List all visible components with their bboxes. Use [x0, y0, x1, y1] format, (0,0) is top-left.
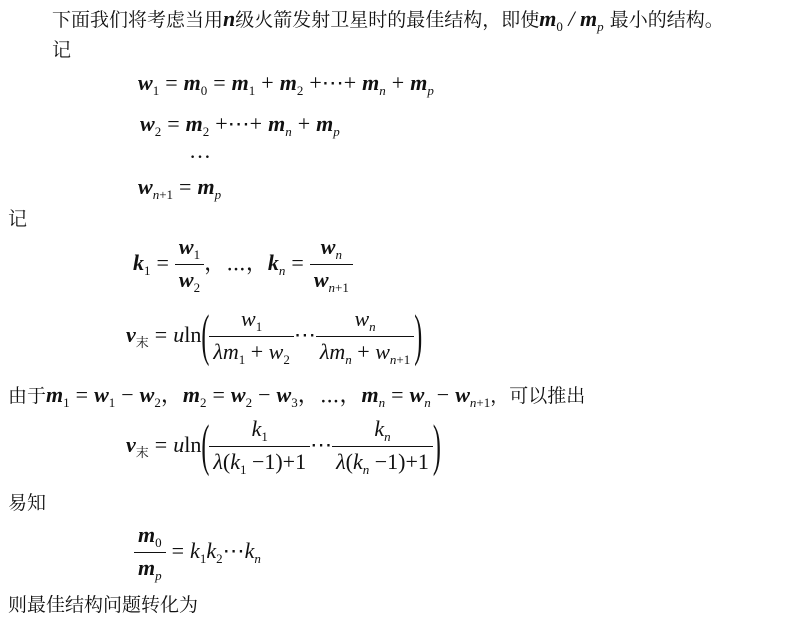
m0-over-mp: $m_0 / m_p$	[539, 6, 604, 34]
intro-text-b: 级火箭发射卫星时的最佳结构，即使	[235, 9, 540, 31]
intro-text-a: 下面我们将考虑当用	[52, 9, 224, 31]
ji-label-2: 记	[8, 208, 28, 230]
eq-wn1: $w_{n+1} = m_p$	[138, 174, 222, 202]
eq-since: 由于$m_1 = w_1 - w_2$，$m_2 = w_2 - w_3$，⋯，$m_n = w_n - w_{n+1}$，可以推出	[8, 382, 586, 410]
eq-w2: $w_2 = m_2$ +⋯+ $m_n + m_p$	[140, 111, 340, 139]
eq-k-defs: $k_1$ = $\frac{w_1}{w_2}$ ，⋯，$k_n$ = $\frac{w_n}{w_{n+1}}$	[133, 236, 353, 294]
intro-line	[52, 8, 724, 33]
intro-text-c: 最小的结构。	[609, 9, 724, 31]
last-line: 则最佳结构问题转化为	[8, 594, 199, 616]
ji-label: 记	[52, 39, 72, 61]
yizhi-label: 易知	[8, 492, 47, 514]
eq-v2: $v_末 = uln$( $\frac{k_1}{\lambda(k_1 -1)+1}$ ⋯ $\frac{k_n}{\lambda(k_n -1)+1}$ )	[126, 415, 441, 479]
eq-product: $\frac{m_0}{m_p}$ = $k_1k_2\cdots k_n$	[134, 524, 261, 582]
eq-w1: $w_1 = m_0 = m_1 + m_2$ +⋯+ $m_n + m_p$	[138, 70, 434, 98]
eq-v1: $v_末 = uln$( $\frac{w_1}{\lambda m_1 + w_2}$ ⋯ $\frac{w_n}{\lambda m_n + w_{n+1}}$ )	[126, 305, 423, 369]
vertical-ellipsis: …	[189, 138, 211, 163]
n-symbol: n	[223, 6, 236, 31]
